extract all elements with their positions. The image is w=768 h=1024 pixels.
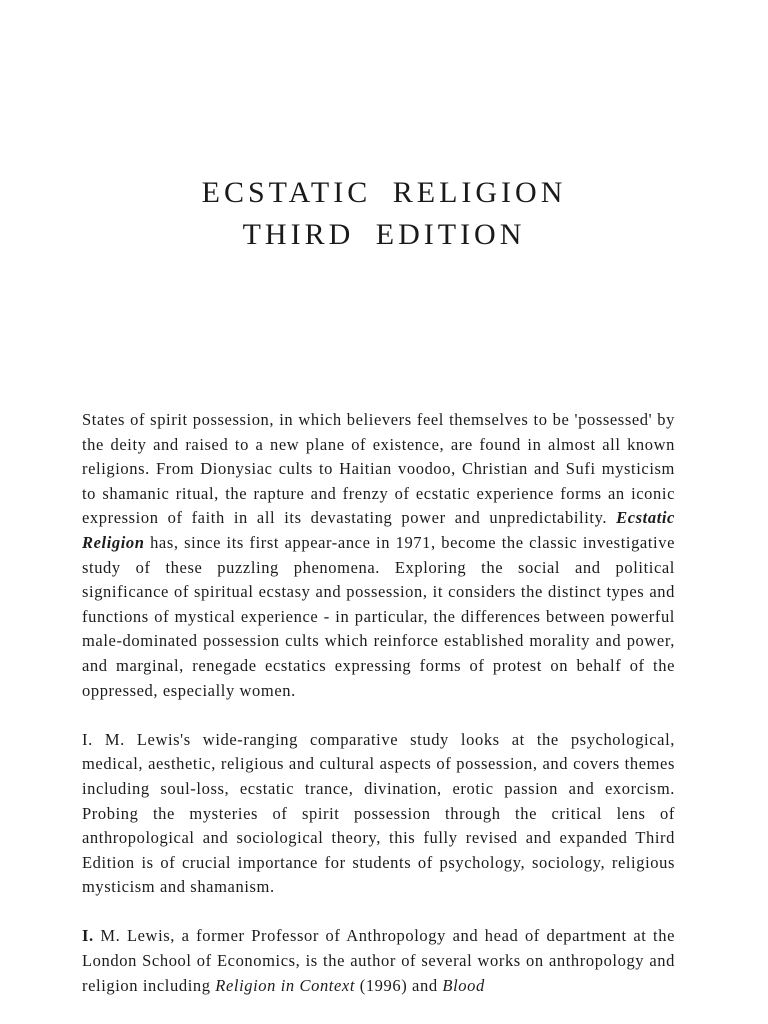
- author-bio-text-b: (1996) and: [355, 975, 443, 995]
- paragraph-1-text-a: States of spirit possession, in which believers feel themselves to be 'possessed' by the deity and raised to a new plane of existence, are found in almost all known religions. From Dionysiac cults to Haitian voodoo, Christian and Sufi mysticism to shamanic ritual, the rapture and frenzy of ecstatic experience forms an iconic expression of faith in all its devastating power and unpredictability.: [82, 410, 675, 528]
- book-reference-2: Blood: [442, 975, 485, 995]
- book-title-line-1: ECSTATIC RELIGION: [201, 176, 567, 209]
- book-reference-1: Religion in Context: [215, 975, 356, 995]
- blurb-text: [82, 408, 675, 1023]
- book-title-line-2: THIRD EDITION: [242, 218, 526, 251]
- author-bio-paragraph: [82, 924, 675, 998]
- paragraph-1-text-b: has, since its first appear-ance in 1971, become the classic investigative study of these puzzling phenomena. Exploring the social and political significance of spiritual ecstasy and possession, it considers the distinct types and functions of mystical experience - in particular, the differences between powerful male-dominated possession cults which reinforce established morality and power, and marginal, renegade ecstatics expressing forms of protest on behalf of the oppressed, especially women.: [82, 532, 675, 700]
- author-bio-text-a: M. Lewis, a former Professor of Anthropology and head of department at the London School of Economics, is the author of several works on anthropology and religion including: [82, 926, 675, 995]
- title-block: [0, 172, 768, 256]
- book-title-reference: Ecstatic Religion: [82, 508, 675, 552]
- blurb-paragraph-1: [82, 408, 675, 703]
- author-initial: I.: [82, 926, 94, 946]
- blurb-paragraph-2: I. M. Lewis's wide-ranging comparative study looks at the psychological, medical, aesthetic, religious and cultural aspects of possession, and covers themes including soul-loss, ecstatic trance, divination, erotic passion and exorcism. Probing the mysteries of spirit possession through the critical lens of anthropological and sociological theory, this fully revised and expanded Third Edition is of crucial importance for students of psychology, sociology, religious mysticism and shamanism.: [82, 729, 675, 897]
